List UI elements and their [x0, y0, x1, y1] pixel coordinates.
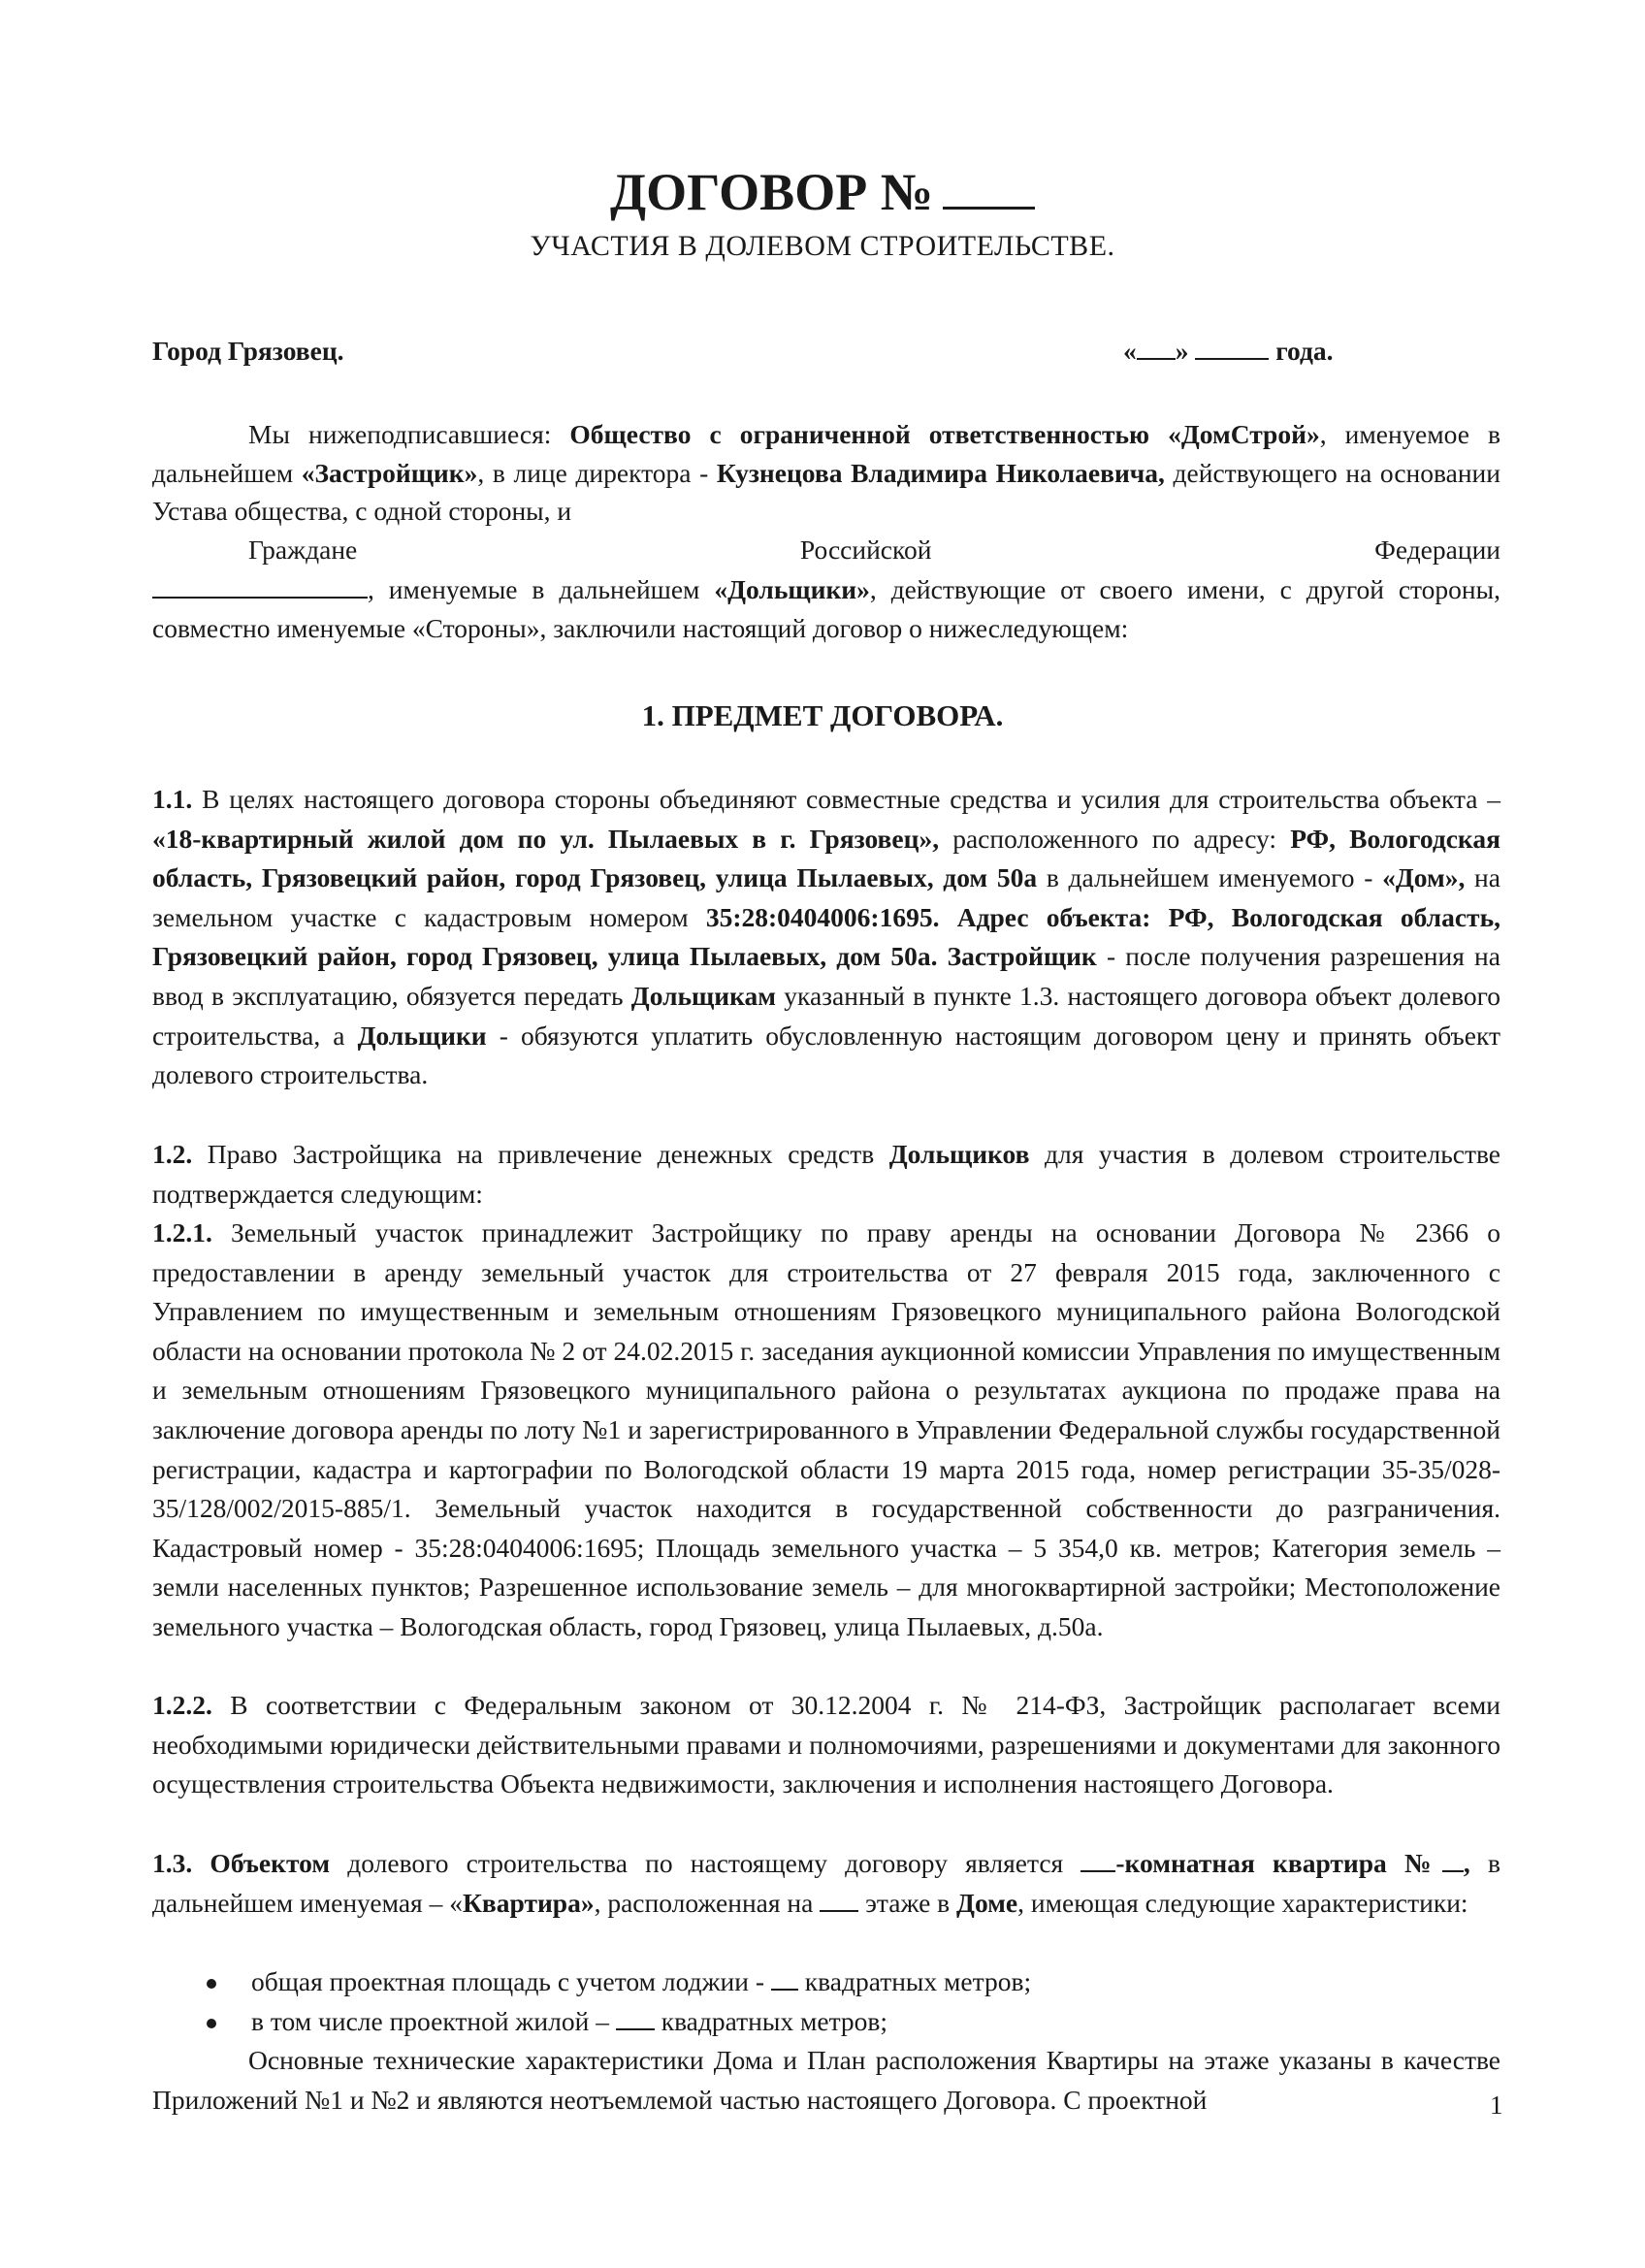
- clause-text: указанный в пункте 1.3. настоящего договора объект долевого строительства, а: [152, 980, 1500, 1051]
- house-term: «Дом»,: [1382, 862, 1466, 893]
- clause-text: на земельном участке с кадастровым номером: [152, 862, 1500, 932]
- preamble-text: , именуемые в дальнейшем: [368, 574, 715, 604]
- list-item-text: квадратных метров;: [654, 2005, 888, 2036]
- preamble-text: , действующие от своего имени, с другой стороны, совместно именуемые «Стороны», заключили настоящий договор о нижеследующем:: [152, 574, 1501, 643]
- living-area-blank: [616, 2007, 655, 2030]
- developer-term: «Застройщик»: [301, 457, 478, 488]
- clause-1-3: [152, 1844, 1500, 1923]
- contract-number-blank: [943, 168, 1035, 210]
- preamble-paragraph-1: [152, 415, 1500, 531]
- clause-text: Право Застройщика на привлечение денежных средств: [192, 1139, 889, 1169]
- clause-number: 1.3.: [152, 1848, 193, 1878]
- clause-number: 1.2.1.: [152, 1217, 212, 1247]
- list-item-text: квадратных метров;: [797, 1966, 1032, 1996]
- apartment-term: -комнатная квартира №: [1115, 1848, 1442, 1878]
- area-blank: [771, 1967, 798, 1991]
- clause-text: долевого строительства по настоящему договору является: [330, 1848, 1081, 1878]
- list-item: [152, 1962, 1500, 2002]
- clause-text: , расположенная на: [594, 1887, 821, 1918]
- date-line: [1123, 336, 1334, 367]
- section-1-heading: 1. ПРЕДМЕТ ДОГОВОРА.: [641, 698, 1004, 732]
- object-address: РФ, Вологодская область, Грязовецкий район, город Грязовец, улица Пылаевых, дом 50а: [152, 823, 1500, 893]
- clause-text: , имеющая следующие характеристики:: [1017, 1887, 1468, 1918]
- title-text: ДОГОВОР №: [610, 163, 933, 221]
- bullet-icon: [207, 1979, 216, 1989]
- list-item-text: общая проектная площадь с учетом лоджии -: [251, 1966, 771, 1996]
- clause-text: - обязуются уплатить обусловленную настоящим договором цену и принять объект долевого строительства.: [152, 1020, 1500, 1090]
- apartment-defined-term: Квартира»: [462, 1887, 595, 1918]
- floor-blank: [820, 1889, 858, 1912]
- preamble-text: , именуемое в дальнейшем: [152, 419, 1500, 488]
- director-name: Кузнецова Владимира Николаевича,: [716, 457, 1165, 488]
- preamble-paragraph-2: [152, 570, 1500, 647]
- comma: ,: [1463, 1848, 1470, 1878]
- shareholders-term: Дольщикам: [630, 980, 777, 1011]
- preamble-text: , в лице директора -: [477, 457, 717, 488]
- russian-word: Российской: [799, 535, 932, 565]
- apartment-number-blank: [1442, 1849, 1464, 1872]
- shareholders-term: Дольщики: [357, 1020, 487, 1051]
- preamble-text: действующего на основании Устава общества, с одной стороны, и: [152, 457, 1500, 526]
- year-label: года.: [1275, 336, 1334, 366]
- rooms-blank: [1081, 1849, 1115, 1872]
- list-item: [152, 2002, 1500, 2042]
- month-blank: [1195, 337, 1269, 360]
- company-name: Общество с ограниченной ответственностью «ДомСтрой»: [569, 419, 1320, 449]
- citizens-names-blank: [152, 575, 368, 599]
- clause-text: для участия в долевом строительстве подтверждается следующим:: [152, 1139, 1501, 1209]
- document-subtitle: УЧАСТИЯ В ДОЛЕВОМ СТРОИТЕЛЬСТВЕ.: [530, 230, 1115, 262]
- clause-number: 1.2.: [152, 1139, 193, 1169]
- federation-word: Федерации: [1374, 535, 1500, 565]
- cadastral-and-address: 35:28:0404006:1695. Адрес объекта: РФ, Вологодская область, Грязовецкий район, город Грязовец, улица Пылаевых, дом 50а. Застройщик: [152, 901, 1500, 972]
- preamble-paragraph-2-line-1: [152, 531, 1500, 569]
- document-title: [0, 163, 1645, 221]
- page-number: 1: [1490, 2090, 1503, 2120]
- clause-1-2: [152, 1135, 1500, 1214]
- object-term: Объектом: [192, 1848, 331, 1878]
- list-item-text: в том числе проектной жилой –: [251, 2005, 616, 2036]
- clause-text: этаже в: [858, 1887, 957, 1918]
- shareholders-term: «Дольщики»: [714, 574, 870, 604]
- clause-text: В целях настоящего договора стороны объединяют совместные средства и усилия для строительства объекта –: [192, 784, 1500, 814]
- clause-1-1: [152, 780, 1500, 1095]
- clause-1-2-2: [152, 1686, 1500, 1804]
- clause-number: 1.2.2.: [152, 1690, 212, 1720]
- day-blank: [1137, 337, 1176, 360]
- preamble-text: Мы нижеподписавшиеся:: [248, 419, 570, 449]
- clause-text: Земельный участок принадлежит Застройщику по праву аренды на основании Договора № 2366 о предоставлении в аренду земельный участок для строительства от 27 февраля 2015 года, заключенного с Управлением по имущественным и земельным отношениям Грязовецкого муниципального района Вологодской области на основании протокола № 2 от 24.02.2015 г. заседания аукционной комиссии Управления по имущественным и земельным отношениям Грязовецкого муниципального района о результатах аукциона по продаже права на заключение договора аренды по лоту №1 и зарегистрированного в Управлении Федеральной службы государственной регистрации, кадастра и картографии по Вологодской области 19 марта 2015 года, номер регистрации 35-35/028-35/128/002/2015-885/1. Земельный участок находится в государственной собственности до разграничения. Кадастровый номер - 35:28:0404006:1695; Площадь земельного участка – 5 354,0 кв. метров; Категория земель – земли населенных пунктов; Разрешенное использование земель – для многоквартирной застройки; Местоположение земельного участка – Вологодская область, город Грязовец, улица Пылаевых, д.50а.: [152, 1217, 1500, 1641]
- clause-1-3-tail: Основные технические характеристики Дома и План расположения Квартиры на этаже указаны в качестве Приложений №1 и №2 и являются неотъемлемой частью настоящего Договора. С проектной: [152, 2045, 1500, 2115]
- clause-1-2-1: [152, 1214, 1500, 1647]
- clause-text: в дальнейшем именуемого -: [1037, 862, 1383, 893]
- clause-text: в дальнейшем именуемая – «: [152, 1848, 1500, 1918]
- clause-text: В соответствии с Федеральным законом от 30.12.2004 г. № 214-ФЗ, Застройщик располагает всеми необходимыми юридически действительными правами и полномочиями, разрешениями и документами для законного осуществления строительства Объекта недвижимости, заключения и исполнения настоящего Договора.: [152, 1690, 1500, 1799]
- citizens-word: Граждане: [248, 535, 358, 565]
- bullet-icon: [207, 2019, 216, 2028]
- object-name: «18-квартирный жилой дом по ул. Пылаевых в г. Грязовец»,: [152, 823, 940, 854]
- house-term: Доме: [956, 1887, 1018, 1918]
- date-quote-close: »: [1175, 336, 1189, 366]
- city-label: Город Грязовец.: [152, 336, 344, 366]
- date-quote-open: «: [1123, 336, 1137, 366]
- shareholders-term: Дольщиков: [888, 1139, 1030, 1169]
- characteristics-list: [152, 1962, 1500, 2041]
- clause-text: - после получения разрешения на ввод в эксплуатацию, обязуется передать: [152, 941, 1500, 1011]
- clause-number: 1.1.: [152, 784, 193, 814]
- clause-text: расположенного по адресу:: [939, 823, 1291, 854]
